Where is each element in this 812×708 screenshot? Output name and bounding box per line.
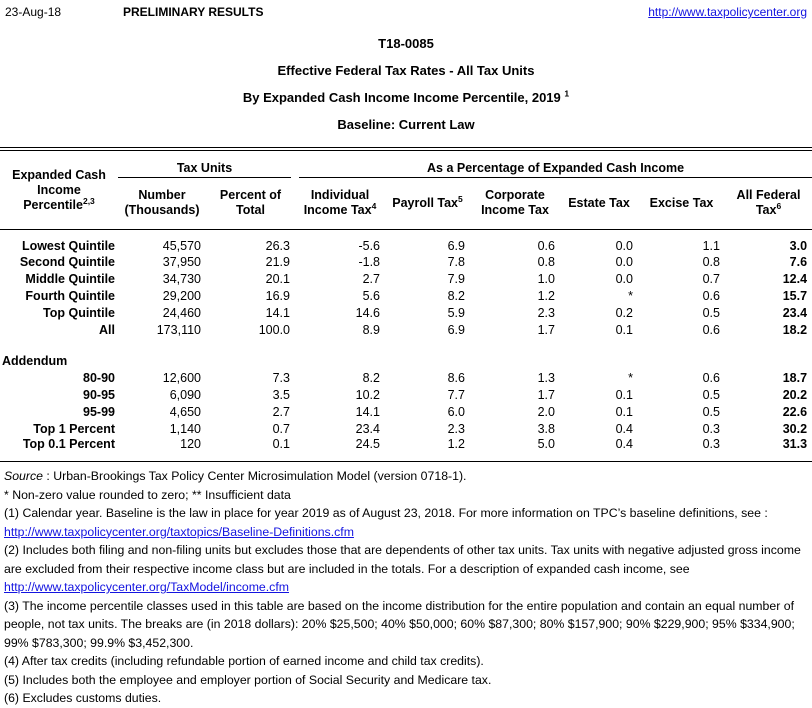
column-header: Individual Income Tax$^4$	[295, 178, 385, 230]
cell-value: 5.0	[537, 437, 555, 451]
cell-value: 0.5	[702, 305, 720, 320]
cell-value: 24.5	[355, 437, 380, 451]
cell-value: 0.0	[615, 239, 633, 253]
cell-value: 23.4	[355, 421, 380, 436]
group-header-tax-units	[118, 151, 295, 178]
cell-value: 18.7	[782, 370, 808, 385]
cell-value: 1.1	[702, 239, 720, 253]
row-label: Lowest Quintile	[21, 239, 115, 253]
row-label: Second Quintile	[19, 254, 115, 269]
cell-value: 7.9	[447, 271, 465, 286]
cell-value: 0.7	[272, 421, 290, 436]
cell-value: 0.3	[702, 421, 720, 436]
group-header-percentage-of-expanded-cash-income	[295, 151, 812, 178]
table-row	[0, 230, 812, 254]
cell-value: 0.3	[702, 437, 720, 451]
cell-value: 3.5	[272, 387, 290, 402]
table-row	[0, 403, 812, 420]
cell-value: 0.1	[615, 404, 633, 419]
footnotes	[0, 462, 812, 708]
table-row	[0, 321, 812, 338]
row-label: Top 1 Percent	[33, 421, 115, 436]
cell-value: 14.1	[265, 305, 290, 320]
table-row	[0, 369, 812, 386]
cell-value: 0.7	[702, 271, 720, 286]
cell-value: 1.2	[447, 437, 465, 451]
addendum-section-label-row	[0, 352, 812, 369]
group-header-label: As a Percentage of Expanded Cash Income	[299, 161, 812, 178]
cell-value: 0.8	[702, 254, 720, 269]
footnote-line: Source : Urban-Brookings Tax Policy Center Microsimulation Model (version 0718-1).	[4, 469, 467, 483]
cell-value: 0.1	[272, 437, 290, 451]
footnote-link[interactable]: http://www.taxpolicycenter.org/TaxModel/income.cfm	[4, 580, 289, 594]
cell-value: 6.0	[447, 404, 465, 419]
table-row	[0, 420, 812, 437]
cell-value: 16.9	[265, 288, 290, 303]
cell-value: 24,460	[162, 305, 201, 320]
cell-value: 0.8	[537, 254, 555, 269]
cell-value: 7.7	[447, 387, 465, 402]
row-label: Fourth Quintile	[25, 288, 115, 303]
baseline-label: Baseline: Current Law	[337, 117, 475, 132]
cell-value: 7.6	[789, 254, 808, 269]
footnote-line: (2) Includes both filing and non-filing units but excludes those that are dependents of other tax units. Tax units with negative adjusted gross income are excluded from their respective income class but are included in the totals. For a description of expanded cash income, see	[4, 543, 801, 576]
table-row	[0, 386, 812, 403]
cell-value: 18.2	[782, 322, 808, 337]
cell-value: 8.6	[447, 370, 465, 385]
spacer-row	[0, 338, 812, 352]
cell-value: 3.8	[537, 421, 555, 436]
table-title: Effective Federal Tax Rates - All Tax Units	[277, 63, 535, 78]
column-header: Excise Tax	[638, 178, 725, 230]
cell-value: 21.9	[265, 254, 290, 269]
tpc-website-link[interactable]: http://www.taxpolicycenter.org	[648, 5, 807, 19]
cell-value: 0.6	[702, 322, 720, 337]
cell-value: 7.3	[272, 370, 290, 385]
cell-value: 34,730	[162, 271, 201, 286]
report-date: 23-Aug-18	[5, 5, 62, 19]
cell-value: 1.7	[537, 322, 555, 337]
cell-value: 5.6	[362, 288, 380, 303]
table-row	[0, 304, 812, 321]
cell-value: 14.1	[355, 404, 380, 419]
cell-value: 8.9	[362, 322, 380, 337]
cell-value: 22.6	[782, 404, 808, 419]
footnote-line: (1) Calendar year. Baseline is the law in place for year 2019 as of August 23, 2018. For more information on TPC’s baseline definitions, see :	[4, 506, 768, 520]
cell-value: 0.6	[702, 288, 720, 303]
subtitle-footnote-marker: 1	[564, 88, 570, 99]
cell-value: 37,950	[162, 254, 201, 269]
cell-value: 3.0	[789, 239, 808, 253]
cell-value: 2.7	[272, 404, 290, 419]
footnote-link[interactable]: http://www.taxpolicycenter.org/taxtopics/Baseline-Definitions.cfm	[4, 524, 354, 539]
cell-value: 8.2	[447, 288, 465, 303]
cell-value: 1.2	[537, 288, 555, 303]
cell-value: 30.2	[782, 421, 808, 436]
footnote-line: * Non-zero value rounded to zero; ** Insufficient data	[4, 487, 291, 502]
cell-value: 7.8	[447, 254, 465, 269]
table-row	[0, 270, 812, 287]
cell-value: 0.4	[615, 421, 633, 436]
title-block	[0, 30, 812, 138]
cell-value: 0.6	[537, 239, 555, 253]
cell-value: 23.4	[782, 305, 808, 320]
row-label: 90-95	[83, 387, 115, 402]
cell-value: 0.5	[702, 404, 720, 419]
footnote-line: (5) Includes both the employee and employer portion of Social Security and Medicare tax.	[4, 672, 492, 687]
cell-value: *	[628, 288, 633, 303]
cell-value: 1.7	[537, 387, 555, 402]
row-label: All	[99, 322, 115, 337]
footnote-line: (3) The income percentile classes used in this table are based on the income distribution for the entire population and contain an equal number of people, not tax units. The breaks are (in 2018 dollars): 20% $25,500; 40% $50,000; 60% $87,300; 80% $157,900; 90% $229,900; 95% $334,900; 99% $783,300; 99.9% $3,452,300.	[4, 598, 795, 650]
footnote-link-line	[4, 523, 808, 542]
addendum-label: Addendum	[2, 353, 68, 368]
cell-value: 6.9	[447, 239, 465, 253]
cell-value: 5.9	[447, 305, 465, 320]
cell-value: 120	[180, 437, 201, 451]
table-row	[0, 253, 812, 270]
cell-value: 6,090	[169, 387, 201, 402]
footnote-link-line	[4, 578, 808, 597]
row-label: Middle Quintile	[25, 271, 115, 286]
table-id: T18-0085	[378, 36, 434, 51]
footnote-line: (4) After tax credits (including refundable portion of earned income and child tax credits).	[4, 654, 484, 668]
cell-value: 1.3	[537, 370, 555, 385]
table-subtitle: By Expanded Cash Income Income Percentile, 2019 $^1$	[242, 88, 570, 105]
column-header: Payroll Tax$^5$	[385, 178, 470, 230]
cell-value: 12.4	[782, 271, 808, 286]
cell-value: 0.6	[702, 370, 720, 385]
cell-value: 2.0	[537, 404, 555, 419]
cell-value: 0.1	[615, 387, 633, 402]
row-header-expanded-cash-income-percentile: Expanded Cash Income Percentile$^{2,3}$	[0, 151, 118, 230]
column-header: Estate Tax	[560, 178, 638, 230]
cell-value: 2.7	[362, 271, 380, 286]
column-header: All Federal Tax$^6$	[725, 178, 812, 230]
cell-value: 45,570	[162, 239, 201, 253]
top-bar	[0, 0, 812, 22]
cell-value: 4,650	[169, 404, 201, 419]
cell-value: 20.1	[265, 271, 290, 286]
cell-value: 26.3	[265, 239, 290, 253]
cell-value: 0.0	[615, 254, 633, 269]
cell-value: 100.0	[258, 322, 290, 337]
table-outer-border	[0, 147, 812, 462]
cell-value: 14.6	[355, 305, 380, 320]
row-label: 80-90	[83, 370, 115, 385]
source-label: Source	[4, 469, 43, 483]
cell-value: 29,200	[162, 288, 201, 303]
cell-value: -5.6	[358, 239, 380, 253]
cell-value: 20.2	[782, 387, 808, 402]
group-header-label: Tax Units	[118, 161, 291, 178]
cell-value: 0.2	[615, 305, 633, 320]
cell-value: 8.2	[362, 370, 380, 385]
row-label: 95-99	[83, 404, 115, 419]
row-label: Top Quintile	[43, 305, 115, 320]
cell-value: 12,600	[162, 370, 201, 385]
cell-value: 15.7	[782, 288, 808, 303]
cell-value: 6.9	[447, 322, 465, 337]
cell-value: 31.3	[782, 437, 808, 451]
column-header: Number (Thousands)	[118, 178, 206, 230]
cell-value: 173,110	[156, 322, 201, 337]
cell-value: 1.0	[537, 271, 555, 286]
row-label: Top 0.1 Percent	[22, 437, 115, 451]
column-header: Percent of Total	[206, 178, 295, 230]
cell-value: 2.3	[537, 305, 555, 320]
preliminary-results-label: PRELIMINARY RESULTS	[123, 5, 264, 19]
cell-value: 0.1	[615, 322, 633, 337]
tax-rates-table	[0, 150, 812, 462]
column-header: Corporate Income Tax	[470, 178, 560, 230]
cell-value: 0.4	[615, 437, 633, 451]
cell-value: 0.5	[702, 387, 720, 402]
cell-value: 0.0	[615, 271, 633, 286]
table-row	[0, 437, 812, 462]
table-row	[0, 287, 812, 304]
cell-value: 2.3	[447, 421, 465, 436]
cell-value: 10.2	[355, 387, 380, 402]
cell-value: -1.8	[358, 254, 380, 269]
cell-value: *	[628, 370, 633, 385]
cell-value: 1,140	[169, 421, 201, 436]
footnote-line: (6) Excludes customs duties.	[4, 691, 162, 705]
